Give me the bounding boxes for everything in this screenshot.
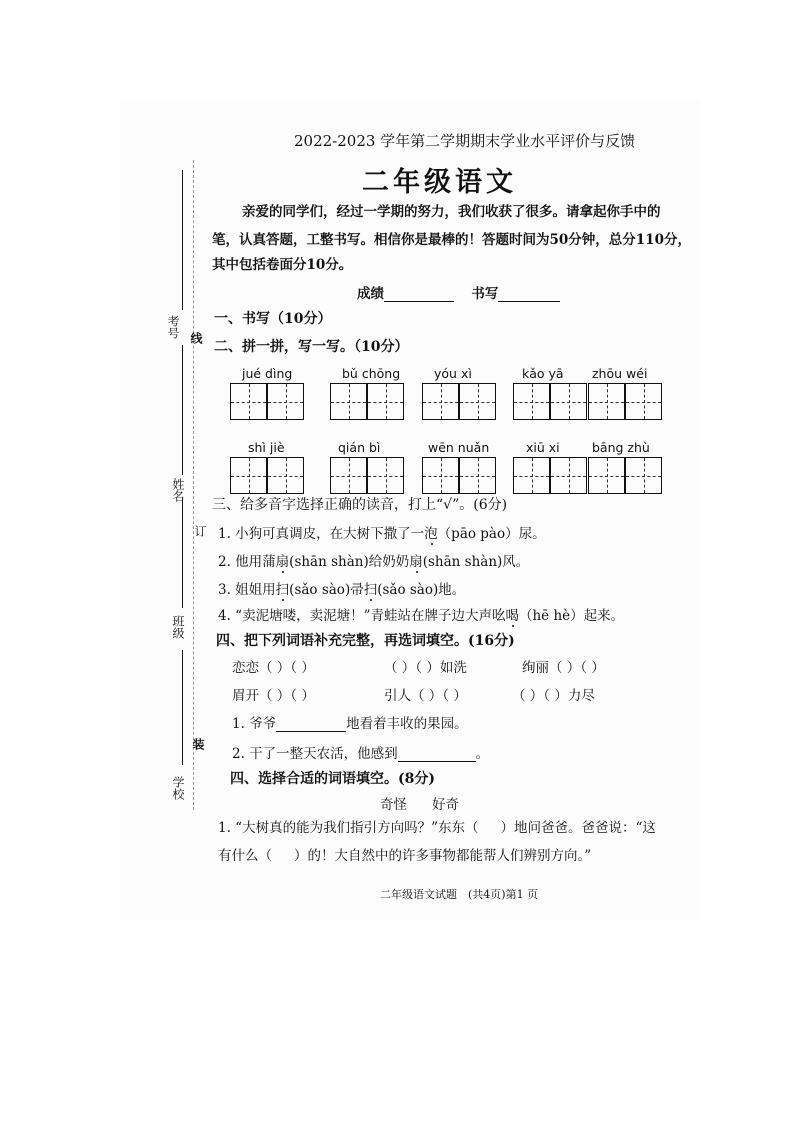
idiom-3[interactable]: 绚丽（ ）（ ） <box>522 660 605 676</box>
exam-title: 2022-2023 学年第二学期期末学业水平评价与反馈 <box>294 132 636 150</box>
writing-box[interactable] <box>422 457 459 494</box>
fill-blank-2[interactable] <box>398 761 476 762</box>
pinyin-7: qián bì <box>338 440 381 455</box>
pinyin-8: wēn nuǎn <box>428 440 490 455</box>
fill-sentence-2: 2. 干了一整天农活，他感到 。 <box>232 746 490 762</box>
writing-box[interactable] <box>588 383 625 420</box>
writing-box[interactable] <box>330 457 367 494</box>
writing-box[interactable] <box>367 457 404 494</box>
pinyin-5: zhōu wéi <box>592 366 648 381</box>
writing-blank[interactable] <box>498 301 560 302</box>
writing-box[interactable] <box>230 383 267 420</box>
writing-box[interactable] <box>588 457 625 494</box>
class-label: 班级 <box>171 615 185 639</box>
section3-title: 三、给多音字选择正确的读音，打上“√”。(6分) <box>212 497 508 513</box>
writing-box[interactable] <box>459 457 496 494</box>
pinyin-3: yóu xì <box>434 366 472 381</box>
question-5-1-line2: 有什么（ ）的！大自然中的许多事物都能帮人们辨别方向。” <box>218 848 592 864</box>
choice-word-2: 好奇 <box>432 797 459 813</box>
school-blank <box>182 650 183 765</box>
section5-title: 四、选择合适的词语填空。(8分) <box>230 771 435 787</box>
subject-title: 二年级语文 <box>362 167 517 198</box>
idiom-6[interactable]: （ ）（ ）力尽 <box>512 688 595 704</box>
intro-line-3: 其中包括卷面分10分。 <box>212 257 353 273</box>
writing-box[interactable] <box>367 383 404 420</box>
intro-line-2: 笔，认真答题，工整书写。相信你是最棒的！答题时间为50分钟，总分110分， <box>212 232 691 248</box>
writing-label: 书写 <box>471 286 499 302</box>
pinyin-9: xiū xi <box>526 440 560 455</box>
writing-box[interactable] <box>267 457 304 494</box>
idiom-1[interactable]: 恋恋（ ）（ ） <box>232 660 315 676</box>
school-label: 学校 <box>171 776 185 800</box>
question-3-2: 2. 他用蒲扇(shān shàn)给奶奶扇(shān shàn)风。 <box>218 554 530 570</box>
pinyin-1: jué dìng <box>242 366 293 381</box>
writing-box[interactable] <box>513 457 550 494</box>
idiom-5[interactable]: 引人（ ）（ ） <box>384 688 467 704</box>
pinyin-6: shì jiè <box>248 440 285 455</box>
writing-box[interactable] <box>550 383 587 420</box>
exam-no-label: 考号 <box>166 315 180 339</box>
section2-title: 二、拼一拼，写一写。（10分） <box>214 339 409 355</box>
exam-no-blank <box>182 170 183 310</box>
page-footer: 二年级语文试题 (共4页)第1 页 <box>380 888 539 901</box>
binding-mark-zhuang: 装 <box>191 738 205 750</box>
pinyin-2: bǔ chōng <box>342 366 401 381</box>
writing-box[interactable] <box>513 383 550 420</box>
binding-mark-ding: 订 <box>193 525 207 537</box>
pinyin-10: bāng zhù <box>592 440 650 455</box>
writing-box[interactable] <box>230 457 267 494</box>
name-label: 姓名 <box>171 478 185 502</box>
question-3-4: 4. “卖泥塘喽，卖泥塘！”青蛙站在牌子边大声吆喝（hē hè）起来。 <box>218 608 625 624</box>
score-blank[interactable] <box>384 301 454 302</box>
score-label: 成绩 <box>357 286 384 302</box>
writing-box[interactable] <box>625 383 662 420</box>
name-blank <box>182 345 183 475</box>
writing-box[interactable] <box>422 383 459 420</box>
binding-line <box>193 160 194 810</box>
question-3-1: 1. 小狗可真调皮，在大树下撒了一泡（pāo pào）尿。 <box>218 526 546 542</box>
writing-box[interactable] <box>459 383 496 420</box>
question-5-1-line1: 1. “大树真的能为我们指引方向吗？”东东（ ）地问爸爸。爸爸说：“这 <box>218 820 656 836</box>
score-field <box>357 282 560 302</box>
fill-sentence-1: 1. 爷爷 地看着丰收的果园。 <box>232 716 468 732</box>
writing-box[interactable] <box>267 383 304 420</box>
choice-word-1: 奇怪 <box>380 797 407 813</box>
writing-box[interactable] <box>625 457 662 494</box>
writing-box[interactable] <box>550 457 587 494</box>
class-blank <box>182 498 183 608</box>
idiom-2[interactable]: （ ）（ ）如洗 <box>384 660 467 676</box>
pinyin-4: kǎo yā <box>522 366 564 381</box>
intro-line-1: 亲爱的同学们，经过一学期的努力，我们收获了很多。请拿起你手中的 <box>242 204 661 220</box>
writing-box[interactable] <box>330 383 367 420</box>
binding-mark-xian: 线 <box>189 332 203 344</box>
idiom-4[interactable]: 眉开（ ）（ ） <box>232 688 315 704</box>
section1-title: 一、书写（10分） <box>214 311 332 327</box>
fill-blank-1[interactable] <box>276 731 346 732</box>
section4-title: 四、把下列词语补充完整，再选词填空。(16分) <box>216 633 515 649</box>
question-3-3: 3. 姐姐用扫(sǎo sào)帚扫(sǎo sào)地。 <box>218 582 466 598</box>
